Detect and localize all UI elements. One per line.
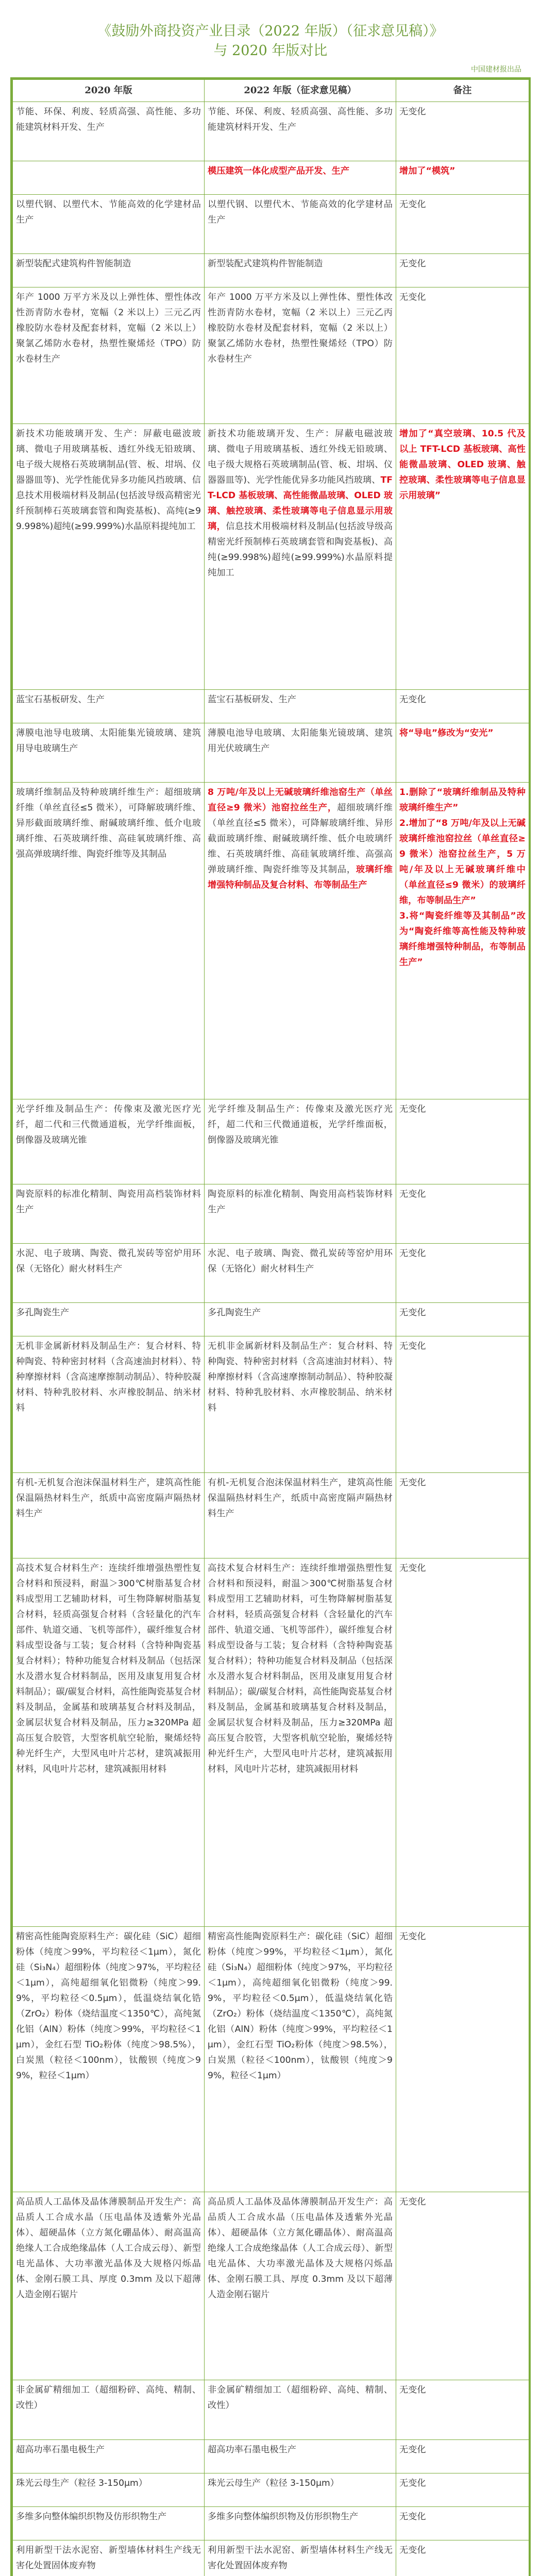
table-body bbox=[13, 102, 529, 2576]
table-row bbox=[13, 1336, 529, 1473]
cell-2022: 利用新型干法水泥窑、新型墙体材料生产线无害化处置固体废弃物 bbox=[205, 2540, 396, 2576]
cell-2020: 利用新型干法水泥窑、新型墙体材料生产线无害化处置固体废弃物 bbox=[13, 2540, 205, 2576]
cell-2020: 年产 1000 万平方米及以上弹性体、塑性体改性沥青防水卷材，宽幅（2 米以上）三元乙丙橡胶防水卷材及配套材料，宽幅（2 米以上）聚氯乙烯防水卷材，热塑性聚烯烃（TPO）防水卷材生产 bbox=[13, 287, 205, 424]
cell-remarks: 无变化 bbox=[396, 689, 529, 723]
cell-remarks: 无变化 bbox=[396, 1303, 529, 1336]
cell-remarks: 无变化 bbox=[396, 1558, 529, 1926]
column-header-2020: 2020 年版 bbox=[13, 80, 205, 102]
cell-remarks: 无变化 bbox=[396, 195, 529, 254]
cell-2020: 多维多向整体编织织物及仿形织物生产 bbox=[13, 2506, 205, 2540]
cell-2022: 节能、环保、利废、轻质高强、高性能、多功能建筑材料开发、生产 bbox=[205, 102, 396, 161]
cell-2022 bbox=[205, 424, 396, 689]
comparison-table bbox=[12, 79, 529, 2576]
cell-2020: 超高功率石墨电极生产 bbox=[13, 2439, 205, 2473]
cell-2022: 非金属矿精细加工（超细粉碎、高纯、精制、改性） bbox=[205, 2380, 396, 2439]
cell-2022: 精密高性能陶瓷原料生产：碳化硅（SiC）超细粉体（纯度＞99%，平均粒径＜1μm），氮化硅（Si₃N₄）超细粉体（纯度＞97%，平均粒径＜1μm），高纯超细氧化铝微粉（纯度＞99.9%，平均粒径＜0.5μm），低温烧结氧化锆（ZrO₂）粉体（烧结温度＜1350℃），高纯氮化铝（AlN）粉体（纯度＞99%，平均粒径＜1μm），金红石型 TiO₂粉体（纯度＞98.5%），白炭黑（粒径＜100nm），钛酸钡（纯度＞99%，粒径＜1μm） bbox=[205, 1926, 396, 2192]
cell-2022: 光学纤维及制品生产：传像束及激光医疗光纤，超二代和三代微通道板，光学纤维面板，倒像器及玻璃光锥 bbox=[205, 1099, 396, 1184]
table-row bbox=[13, 1558, 529, 1926]
cell-remarks: 无变化 bbox=[396, 1099, 529, 1184]
cell-2020: 薄膜电池导电玻璃、太阳能集光镜玻璃、建筑用导电玻璃生产 bbox=[13, 723, 205, 782]
cell-2022: 以塑代钢、以塑代木、节能高效的化学建材品生产 bbox=[205, 195, 396, 254]
cell-2020: 玻璃纤维制品及特种玻璃纤维生产：超细玻璃纤维（单丝直径≤5 微米），可降解玻璃纤维、异形截面玻璃纤维、耐碱玻璃纤维、低介电玻璃纤维、石英玻璃纤维、高硅氧玻璃纤维、高强高弹玻璃纤维、陶瓷纤维等及其制品 bbox=[13, 782, 205, 1099]
cell-2022: 多维多向整体编织织物及仿形织物生产 bbox=[205, 2506, 396, 2540]
cell-2022: 蓝宝石基板研发、生产 bbox=[205, 689, 396, 723]
title-line-1: 《鼓励外商投资产业目录（2022 年版）（征求意见稿）》 bbox=[97, 23, 444, 39]
table-row bbox=[13, 287, 529, 424]
cell-2020: 水泥、电子玻璃、陶瓷、微孔炭砖等窑炉用环保（无铬化）耐火材料生产 bbox=[13, 1244, 205, 1303]
cell-2020: 陶瓷原料的标准化精制、陶瓷用高档装饰材料生产 bbox=[13, 1184, 205, 1244]
cell-2020: 蓝宝石基板研发、生产 bbox=[13, 689, 205, 723]
cell-2020 bbox=[13, 161, 205, 195]
cell-remarks: 无变化 bbox=[396, 2473, 529, 2506]
header bbox=[0, 0, 541, 77]
page-title bbox=[15, 0, 526, 61]
cell-2022-text: 新技术功能玻璃开发、生产：屏蔽电磁波玻璃、微电子用玻璃基板、透红外线无铅玻璃、电子级大规格石英玻璃制品(管、板、坩埚、仪器器皿等)、光学性能优异多功能风挡玻璃、 bbox=[208, 429, 393, 486]
cell-2020: 珠光云母生产（粒径 3-150μm） bbox=[13, 2473, 205, 2506]
table-row bbox=[13, 689, 529, 723]
cell-2022: 高技术复合材料生产：连续纤维增强热塑性复合材料和预浸料，耐温＞300℃树脂基复合材料成型用工艺辅助材料，可生物降解树脂基复合材料，轻质高强复合材料（含轻量化的汽车部件、轨道交通、飞机等部件），碳纤维复合材料成型设备与工装；复合材料（含特种陶瓷基复合材料）；特种功能复合材料及制品（包括深水及潜水复合材料制品，医用及康复用复合材料制品）；碳/碳复合材料，高性能陶瓷基复合材料及制品，金属基和玻璃基复合材料及制品，金属层状复合材料及制品，压力≥320MPa 超高压复合胶管，大型客机航空轮胎，聚烯烃特种光纤生产，大型风电叶片芯材，建筑减振用材料，风电叶片芯材，建筑减振用材料 bbox=[205, 1558, 396, 1926]
cell-2020: 新技术功能玻璃开发、生产：屏蔽电磁波玻璃、微电子用玻璃基板、透红外线无铅玻璃、电子级大规格石英玻璃制品(管、板、坩埚、仪器器皿等)、光学性能优异多功能风挡玻璃、信息技术用极端材料及制品(包括波导级高精密光纤预制棒石英玻璃套管和陶瓷基板)、高纯(≥99.998%)超纯(≥99.999%)水晶原料提纯加工 bbox=[13, 424, 205, 689]
cell-remarks: 1.删除了“玻璃纤维制品及特种玻璃纤维生产” 2.增加了“8 万吨/年及以上无碱玻璃纤维池窑拉丝（单丝直径≥9 微米）池窑拉丝生产，5 万吨/年及以上无碱玻璃纤维中（单丝直径≤9 微米）的玻璃纤维，布等制品生产” 3.将“陶瓷纤维等及其制品”改为“陶瓷纤维等高性能及特种玻璃纤维增强特种制品，布等制品生产” bbox=[396, 782, 529, 1099]
cell-2020: 高技术复合材料生产：连续纤维增强热塑性复合材料和预浸料，耐温＞300℃树脂基复合材料成型用工艺辅助材料，可生物降解树脂基复合材料，轻质高强复合材料（含轻量化的汽车部件、轨道交通、飞机等部件），碳纤维复合材料成型设备与工装；复合材料（含特种陶瓷基复合材料）；特种功能复合材料及制品（包括深水及潜水复合材料制品，医用及康复用复合材料制品）；碳/碳复合材料，高性能陶瓷基复合材料及制品，金属基和玻璃基复合材料及制品，金属层状复合材料及制品，压力≥320MPa 超高压复合胶管，大型客机航空轮胎，聚烯烃特种光纤生产，大型风电叶片芯材，建筑减振用材料，风电叶片芯材，建筑减振用材料 bbox=[13, 1558, 205, 1926]
table-row bbox=[13, 1473, 529, 1558]
cell-2022-added-text: TFT-LCD 基板玻璃、高性能微晶玻璃、OLED 玻璃、触控玻璃、柔性玻璃等电子信息显示用玻璃， bbox=[208, 475, 393, 532]
cell-2022 bbox=[205, 782, 396, 1099]
table-row bbox=[13, 1099, 529, 1184]
cell-remarks: 无变化 bbox=[396, 2540, 529, 2576]
cell-2022-added-text: 8 万吨/年及以上无碱玻璃纤维池窑生产（单丝直径≥9 微米）池窑拉丝生产， bbox=[208, 787, 393, 813]
cell-2022-text: 信息技术用极端材料及制品(包括波导级高精密光纤预制棒石英玻璃套管和陶瓷基板)、高纯(≥99.998%)超纯(≥99.999%)水晶原料提纯加工 bbox=[208, 521, 393, 579]
table-header-row bbox=[13, 80, 529, 102]
cell-2022: 模压建筑一体化成型产品开发、生产 bbox=[205, 161, 396, 195]
cell-remarks: 无变化 bbox=[396, 1473, 529, 1558]
table-row bbox=[13, 782, 529, 1099]
cell-2022: 无机非金属新材料及制品生产：复合材料、特种陶瓷、特种密封材料（含高速油封材料）、特种摩擦材料（含高速摩擦制动制品）、特种胶凝材料、特种乳胶材料、水声橡胶制品、纳米材料 bbox=[205, 1336, 396, 1473]
cell-remarks: 无变化 bbox=[396, 2192, 529, 2380]
table-row bbox=[13, 2506, 529, 2540]
cell-2022: 有机-无机复合泡沫保温材料生产，建筑高性能保温隔热材料生产，纸质中高密度隔声隔热材料生产 bbox=[205, 1473, 396, 1558]
cell-2022: 珠光云母生产（粒径 3-150μm） bbox=[205, 2473, 396, 2506]
cell-remarks: 无变化 bbox=[396, 2506, 529, 2540]
cell-2022: 陶瓷原料的标准化精制、陶瓷用高档装饰材料生产 bbox=[205, 1184, 396, 1244]
cell-remarks: 无变化 bbox=[396, 1244, 529, 1303]
cell-2020: 有机-无机复合泡沫保温材料生产，建筑高性能保温隔热材料生产，纸质中高密度隔声隔热材料生产 bbox=[13, 1473, 205, 1558]
cell-remarks: 无变化 bbox=[396, 1336, 529, 1473]
table-row bbox=[13, 1926, 529, 2192]
table-row bbox=[13, 195, 529, 254]
cell-2020: 光学纤维及制品生产：传像束及激光医疗光纤，超二代和三代微通道板，光学纤维面板，倒像器及玻璃光锥 bbox=[13, 1099, 205, 1184]
cell-2020: 多孔陶瓷生产 bbox=[13, 1303, 205, 1336]
cell-2022-text: 超细玻璃纤维（单丝直径≤5 微米），可降解玻璃纤维、异形截面玻璃纤维、耐碱玻璃纤维、低介电玻璃纤维、石英玻璃纤维、高硅氧玻璃纤维、高强高弹玻璃纤维、陶瓷纤维等及其制品， bbox=[208, 802, 393, 875]
table-row bbox=[13, 2540, 529, 2576]
cell-remarks: 无变化 bbox=[396, 2380, 529, 2439]
cell-2020: 非金属矿精细加工（超细粉碎、高纯、精制、改性） bbox=[13, 2380, 205, 2439]
cell-2020: 精密高性能陶瓷原料生产：碳化硅（SiC）超细粉体（纯度＞99%，平均粒径＜1μm），氮化硅（Si₃N₄）超细粉体（纯度＞97%，平均粒径＜1μm），高纯超细氧化铝微粉（纯度＞99.9%，平均粒径＜0.5μm），低温烧结氧化锆（ZrO₂）粉体（烧结温度＜1350℃），高纯氮化铝（AlN）粉体（纯度＞99%，平均粒径＜1μm），金红石型 TiO₂粉体（纯度＞98.5%），白炭黑（粒径＜100nm），钛酸钡（纯度＞99%，粒径＜1μm） bbox=[13, 1926, 205, 2192]
table-row bbox=[13, 2380, 529, 2439]
cell-2022: 高品质人工晶体及晶体薄膜制品开发生产：高品质人工合成水晶（压电晶体及透紫外光晶体）、超硬晶体（立方氮化硼晶体）、耐高温高绝缘人工合成绝缘晶体（人工合成云母）、新型电光晶体、大功率激光晶体及大规格闪烁晶体、金刚石膜工具、厚度 0.3mm 及以下超薄人造金刚石锯片 bbox=[205, 2192, 396, 2380]
cell-remarks: 无变化 bbox=[396, 102, 529, 161]
cell-2020: 无机非金属新材料及制品生产：复合材料、特种陶瓷、特种密封材料（含高速油封材料）、特种摩擦材料（含高速摩擦制动制品）、特种胶凝材料、特种乳胶材料、水声橡胶制品、纳米材料 bbox=[13, 1336, 205, 1473]
table-row bbox=[13, 1184, 529, 1244]
table-row bbox=[13, 2439, 529, 2473]
cell-remarks: 将“导电”修改为“安光” bbox=[396, 723, 529, 782]
cell-2022: 超高功率石墨电极生产 bbox=[205, 2439, 396, 2473]
cell-remarks: 无变化 bbox=[396, 254, 529, 287]
table-row bbox=[13, 424, 529, 689]
cell-remarks: 无变化 bbox=[396, 2439, 529, 2473]
table-row bbox=[13, 723, 529, 782]
cell-remarks: 无变化 bbox=[396, 1184, 529, 1244]
cell-2022: 年产 1000 万平方米及以上弹性体、塑性体改性沥青防水卷材，宽幅（2 米以上）三元乙丙橡胶防水卷材及配套材料，宽幅（2 米以上）聚氯乙烯防水卷材，热塑性聚烯烃（TPO）防水卷材生产 bbox=[205, 287, 396, 424]
cell-2020: 节能、环保、利废、轻质高强、高性能、多功能建筑材料开发、生产 bbox=[13, 102, 205, 161]
cell-2020: 新型装配式建筑构件智能制造 bbox=[13, 254, 205, 287]
cell-remarks: 增加了“模筑” bbox=[396, 161, 529, 195]
column-header-2022: 2022 年版（征求意见稿） bbox=[205, 80, 396, 102]
cell-remarks: 无变化 bbox=[396, 287, 529, 424]
cell-2020: 以塑代钢、以塑代木、节能高效的化学建材品生产 bbox=[13, 195, 205, 254]
cell-2022-added-text: 玻璃纤维增强特种制品及复合材料、布等制品生产 bbox=[208, 864, 393, 890]
column-header-remarks: 备注 bbox=[396, 80, 529, 102]
table-row bbox=[13, 102, 529, 161]
title-line-2: 与 2020 年版对比 bbox=[213, 43, 328, 59]
comparison-table-wrapper bbox=[10, 77, 531, 2576]
table-row bbox=[13, 2192, 529, 2380]
cell-remarks: 增加了“真空玻璃、10.5 代及以上 TFT-LCD 基板玻璃、高性能微晶玻璃、OLED 玻璃、触控玻璃、柔性玻璃等电子信息显示用玻璃” bbox=[396, 424, 529, 689]
table-row bbox=[13, 254, 529, 287]
cell-2022: 多孔陶瓷生产 bbox=[205, 1303, 396, 1336]
cell-2022: 新型装配式建筑构件智能制造 bbox=[205, 254, 396, 287]
cell-2022: 薄膜电池导电玻璃、太阳能集光镜玻璃、建筑用光伏玻璃生产 bbox=[205, 723, 396, 782]
table-row bbox=[13, 161, 529, 195]
source-label: 中国建材报出品 bbox=[471, 65, 521, 74]
table-row bbox=[13, 1303, 529, 1336]
cell-2022: 水泥、电子玻璃、陶瓷、微孔炭砖等窑炉用环保（无铬化）耐火材料生产 bbox=[205, 1244, 396, 1303]
table-row bbox=[13, 1244, 529, 1303]
table-row bbox=[13, 2473, 529, 2506]
cell-remarks: 无变化 bbox=[396, 1926, 529, 2192]
cell-2020: 高品质人工晶体及晶体薄膜制品开发生产：高品质人工合成水晶（压电晶体及透紫外光晶体）、超硬晶体（立方氮化硼晶体）、耐高温高绝缘人工合成绝缘晶体（人工合成云母）、新型电光晶体、大功率激光晶体及大规格闪烁晶体、金刚石膜工具、厚度 0.3mm 及以下超薄人造金刚石锯片 bbox=[13, 2192, 205, 2380]
